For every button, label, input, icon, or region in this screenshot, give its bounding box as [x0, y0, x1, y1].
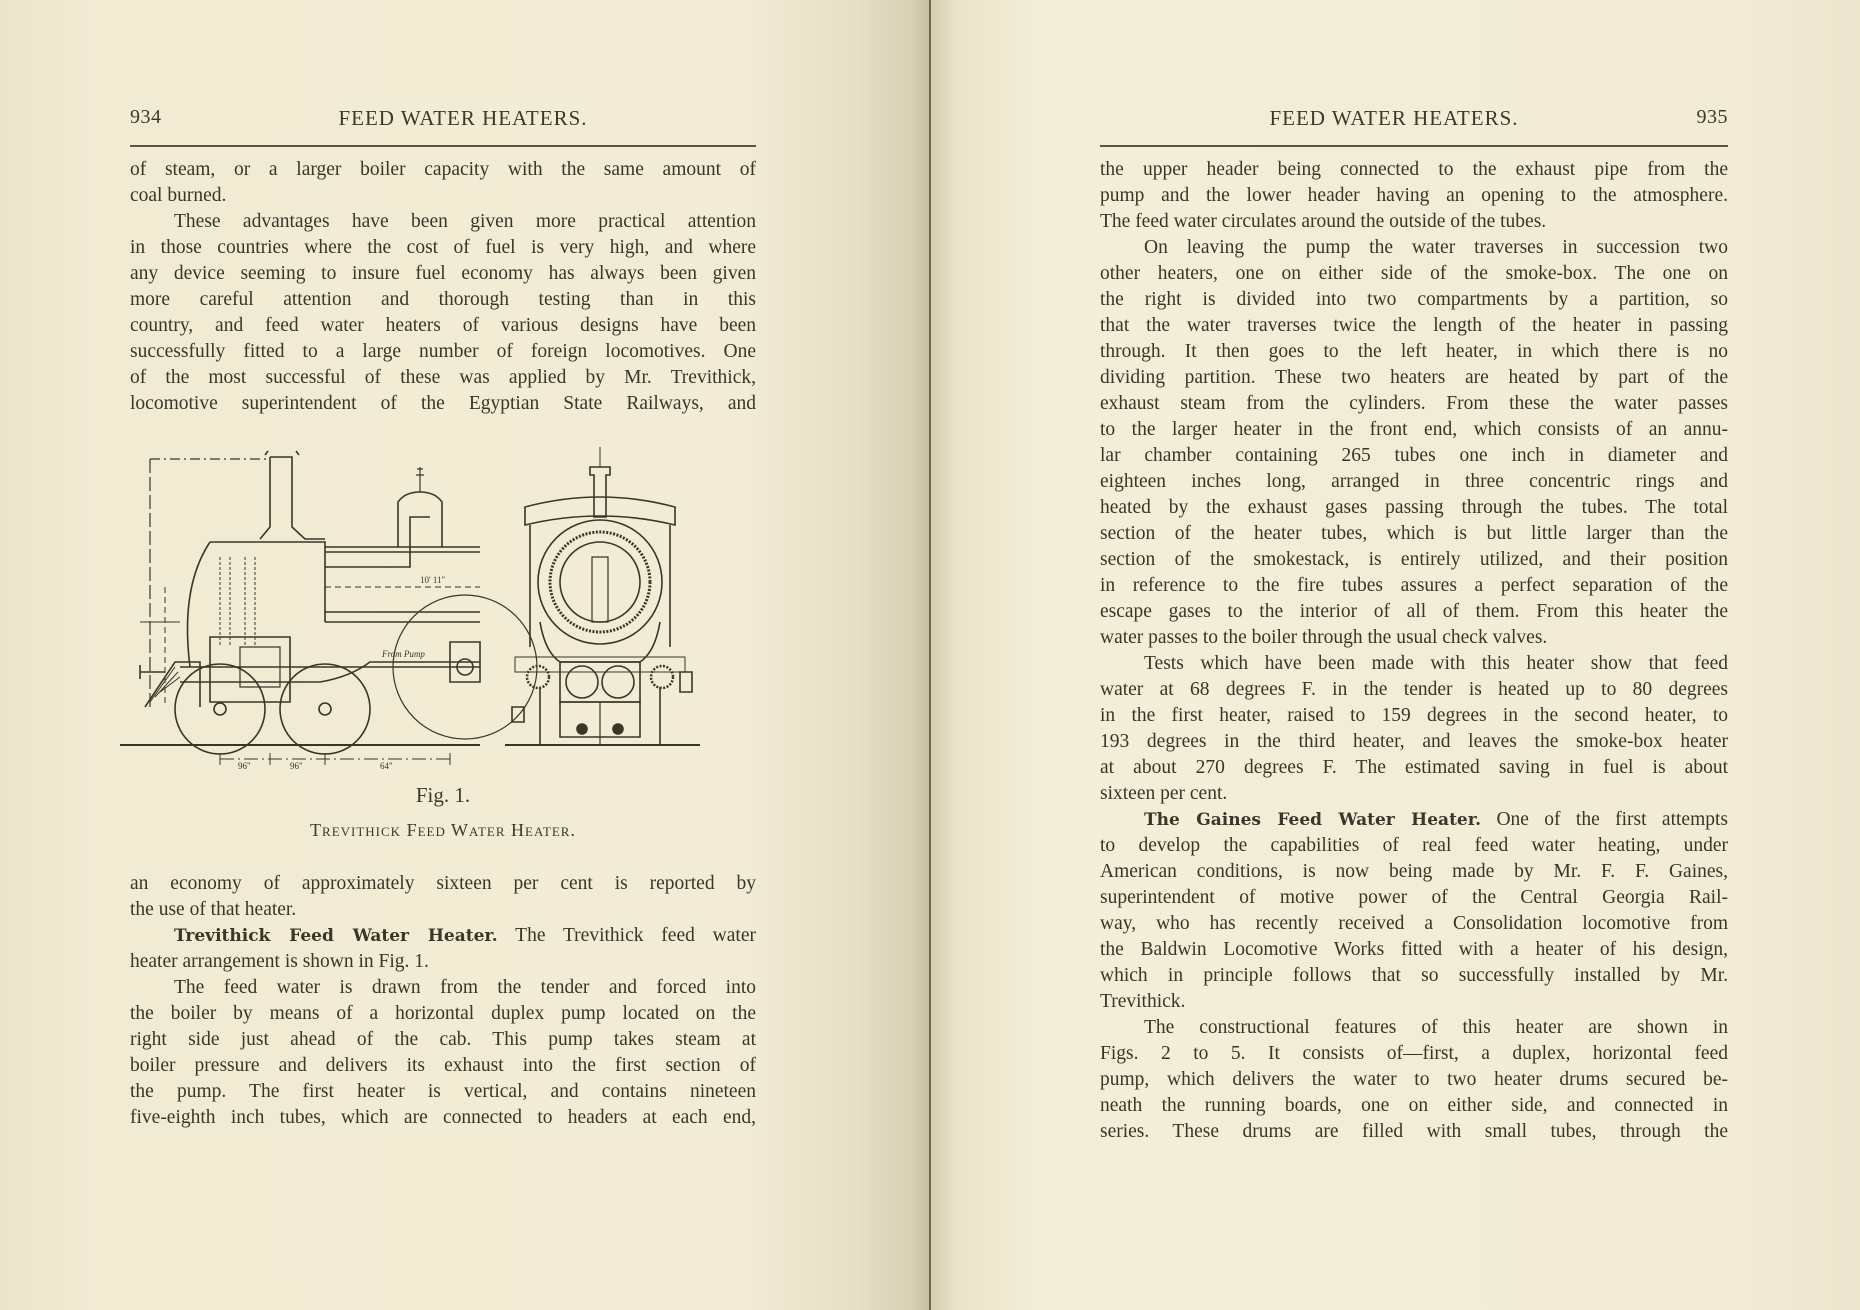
text-line: section of the smokestack, is entirely utilized, and their position	[1100, 549, 1728, 570]
text-line: coal burned.	[130, 185, 227, 206]
text-line: to the larger heater in the front end, which consists of an annu-	[1100, 419, 1728, 440]
running-head-title-right: FEED WATER HEATERS.	[1269, 106, 1519, 130]
right-page-column	[1100, 106, 1728, 1145]
text-line: more careful attention and thorough testing than in this	[130, 289, 756, 310]
text-line: in those countries where the cost of fuel is very high, and where	[130, 237, 756, 258]
text-line: superintendent of motive power of the Central Georgia Rail-	[1100, 887, 1728, 908]
text-line: an economy of approximately sixteen per cent is reported by	[130, 873, 756, 894]
paragraph	[1100, 651, 1728, 807]
text-line: locomotive superintendent of the Egyptian State Railways, and	[130, 393, 756, 414]
text-line: five-eighth inch tubes, which are connected to headers at each end,	[130, 1107, 756, 1128]
right-running-head	[1100, 106, 1728, 136]
text-line: dividing partition. These two heaters are heated by part of the	[1100, 367, 1728, 388]
text-line: the right is divided into two compartments by a partition, so	[1100, 289, 1728, 310]
running-head-title-left: FEED WATER HEATERS.	[338, 106, 588, 130]
section-heading-gaines: The Gaines Feed Water Heater.	[1144, 810, 1482, 830]
text-line: neath the running boards, one on either side, and connected in	[1100, 1095, 1728, 1116]
page-number-left: 934	[130, 106, 162, 128]
text-line: heater arrangement is shown in Fig. 1.	[130, 951, 429, 972]
text-line: in the first heater, raised to 159 degrees in the second heater, to	[1100, 705, 1728, 726]
dimension-label: 10' 11"	[420, 575, 446, 585]
text-fragment: One of the first attempts	[1481, 809, 1728, 830]
text-line: On leaving the pump the water traverses in succession two	[1144, 237, 1728, 258]
text-line: The constructional features of this heater are shown in	[1144, 1017, 1728, 1038]
text-line: sixteen per cent.	[1100, 783, 1228, 804]
book-spine	[929, 0, 931, 1310]
dimension-label: 64"	[380, 761, 393, 771]
paragraph	[1100, 157, 1728, 235]
text-line: which in principle follows that so successfully installed by Mr.	[1100, 965, 1728, 986]
header-rule-right	[1100, 145, 1728, 147]
paragraph	[130, 157, 756, 209]
text-line: The feed water circulates around the outside of the tubes.	[1100, 211, 1547, 232]
text-line: The feed water is drawn from the tender and forced into	[174, 977, 756, 998]
text-line: way, who has recently received a Consolidation locomotive from	[1100, 913, 1728, 934]
text-line: series. These drums are filled with small tubes, through the	[1100, 1121, 1728, 1142]
locomotive-line-drawing	[120, 447, 760, 777]
text-line: other heaters, one on either side of the smoke-box. The one on	[1100, 263, 1728, 284]
text-line: country, and feed water heaters of various designs have been	[130, 315, 756, 336]
text-line: American conditions, is now being made by Mr. F. F. Gaines,	[1100, 861, 1728, 882]
text-line: heated by the exhaust gases passing through the tubes. The total	[1100, 497, 1728, 518]
text-line: through. It then goes to the left heater, in which there is no	[1100, 341, 1728, 362]
figure-1-locomotive-drawing	[120, 447, 760, 777]
text-line: the pump. The first heater is vertical, and contains nineteen	[130, 1081, 756, 1102]
text-line: the upper header being connected to the exhaust pipe from the	[1100, 159, 1728, 180]
text-line	[130, 923, 756, 949]
text-fragment: The Trevithick feed water	[497, 925, 756, 946]
text-line: boiler pressure and delivers its exhaust into the first section of	[130, 1055, 756, 1076]
left-page-column	[130, 106, 756, 1131]
text-line: the boiler by means of a horizontal duplex pump located on the	[130, 1003, 756, 1024]
text-line: water passes to the boiler through the usual check valves.	[1100, 627, 1548, 648]
text-line: 193 degrees in the third heater, and leaves the smoke-box heater	[1100, 731, 1728, 752]
dimension-label: From Pump	[382, 649, 425, 659]
text-line: that the water traverses twice the length of the heater in passing	[1100, 315, 1728, 336]
text-line: right side just ahead of the cab. This pump takes steam at	[130, 1029, 756, 1050]
dimension-label: 96"	[290, 761, 303, 771]
text-line	[1100, 807, 1728, 833]
text-line: section of the heater tubes, which is but little larger than the	[1100, 523, 1728, 544]
section-heading-trevithick: Trevithick Feed Water Heater.	[174, 926, 498, 946]
text-line: pump and the lower header having an opening to the atmosphere.	[1100, 185, 1728, 206]
figure-caption: Trevithick Feed Water Heater.	[310, 820, 576, 840]
text-line: These advantages have been given more practical attention	[174, 211, 756, 232]
text-line: eighteen inches long, arranged in three concentric rings and	[1100, 471, 1728, 492]
text-line: pump, which delivers the water to two heater drums secured be-	[1100, 1069, 1728, 1090]
figure-number: Fig. 1.	[415, 783, 471, 807]
header-rule-left	[130, 145, 756, 147]
text-line: the use of that heater.	[130, 899, 297, 920]
text-line: to develop the capabilities of real feed water heating, under	[1100, 835, 1728, 856]
text-line: exhaust steam from the cylinders. From these the water passes	[1100, 393, 1728, 414]
text-line: lar chamber containing 265 tubes one inch in diameter and	[1100, 445, 1728, 466]
paragraph	[130, 871, 756, 923]
paragraph	[1100, 235, 1728, 651]
text-line: of steam, or a larger boiler capacity with the same amount of	[130, 159, 756, 180]
text-line: at about 270 degrees F. The estimated saving in fuel is about	[1100, 757, 1728, 778]
text-line: of the most successful of these was applied by Mr. Trevithick,	[130, 367, 756, 388]
text-line: the Baldwin Locomotive Works fitted with a heater of his design,	[1100, 939, 1728, 960]
text-line: in reference to the fire tubes assures a perfect separation of the	[1100, 575, 1728, 596]
text-line: any device seeming to insure fuel economy has always been given	[130, 263, 756, 284]
paragraph	[130, 975, 756, 1131]
text-line: water at 68 degrees F. in the tender is heated up to 80 degrees	[1100, 679, 1728, 700]
text-line: successfully fitted to a large number of foreign locomotives. One	[130, 341, 756, 362]
text-line: Tests which have been made with this heater show that feed	[1144, 653, 1728, 674]
dimension-label: 96"	[238, 761, 251, 771]
paragraph	[1100, 807, 1728, 1015]
page-number-right: 935	[1696, 106, 1728, 128]
paragraph	[130, 209, 756, 417]
left-running-head	[130, 106, 756, 136]
text-line: Trevithick.	[1100, 991, 1186, 1012]
text-line: escape gases to the interior of all of them. From this heater the	[1100, 601, 1728, 622]
paragraph	[1100, 1015, 1728, 1145]
text-line: Figs. 2 to 5. It consists of—first, a duplex, horizontal feed	[1100, 1043, 1728, 1064]
paragraph	[130, 923, 756, 975]
